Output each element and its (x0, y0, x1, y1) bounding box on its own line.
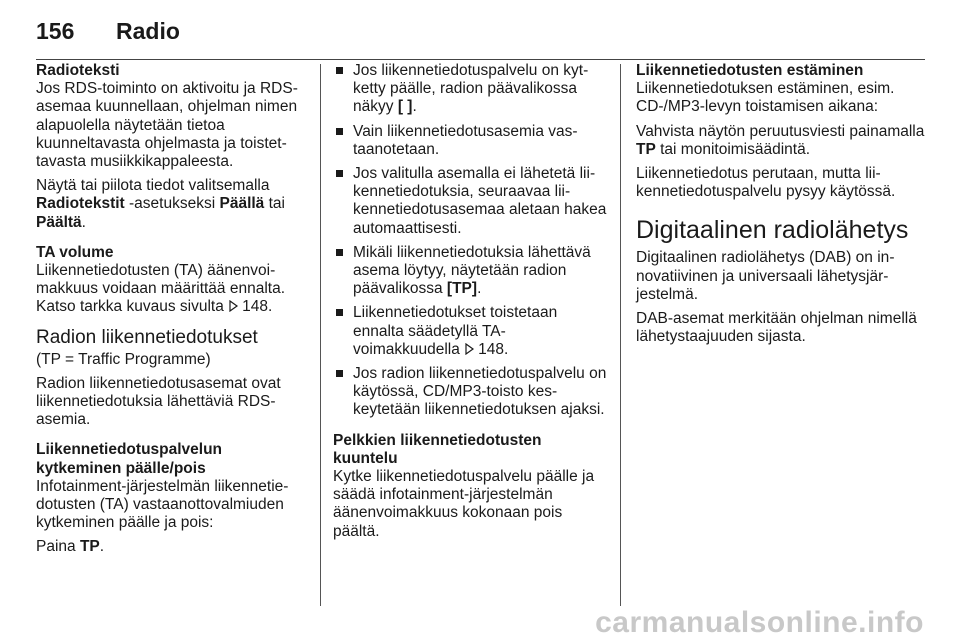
column-divider-1 (320, 64, 321, 606)
text-span: Jos valitulla asemalla ei lähetetä liikennetiedotuksia, seuraavaa liikennetiedotusasemaa aletaan hakea automaattisesti. (353, 165, 607, 237)
header-rule (36, 59, 925, 60)
text-span: Paina (36, 538, 80, 556)
text-span: Jos radion liikennetiedotuspalvelu on käytössä, CD/MP3-toisto keskeytetään liikennetiedotuksen ajaksi. (353, 365, 607, 419)
radioteksti-body: Jos RDS-toiminto on aktivoitu ja RDS-asemaa kuunnellaan, ohjelman nimen alapuolella näytetään tietoa kuunneltavasta ohjelmasta ja toistettavasta musiikkikappaleesta. (36, 80, 298, 171)
text-span: Mikäli liikennetiedotuksia lähettävä asema löytyy, näytetään radion päävalikossa (353, 243, 591, 298)
press-tp-text (36, 538, 311, 556)
list-item (333, 62, 609, 117)
text-span: Liikennetiedotukset toistetaan ennalta säädetyllä TA-voimakkuudella (353, 304, 558, 358)
watermark: carmanualsonline.info (595, 606, 924, 639)
cancel-text: Liikennetiedotus perutaan, mutta liikennetiedotuspalvelu pysyy käytössä. (636, 165, 896, 201)
display-indicator: [ ] (397, 98, 413, 116)
list-item (333, 165, 609, 238)
text-span: tai monitoimisäädintä. (655, 140, 811, 158)
block-heading: Liikennetiedotusten estäminen (636, 62, 864, 79)
tp-key-label: TP (636, 140, 656, 158)
setting-value-off: Päältä (36, 213, 82, 231)
listen-body: Kytke liikennetiedotuspalvelu päälle ja säädä infotainment-järjestelmän äänenvoimakkuus kokonaan pois päältä. (333, 468, 595, 540)
text-span: Näytä tai piilota tiedot valitsemalla (36, 177, 270, 195)
bullet-square-icon (336, 370, 343, 377)
text-span: tai (264, 195, 285, 213)
tp-definition: (TP = Traffic Programme) (36, 350, 211, 368)
text-span: . (412, 98, 417, 116)
bullet-square-icon (336, 128, 343, 135)
setting-value-on: Päällä (219, 195, 265, 213)
dab-body: Digitaalinen radiolähetys (DAB) on innovatiivinen ja universaali lähetysjärjestelmä. (636, 249, 895, 303)
rlt-body: Radion liikennetiedotusasemat ovat liikennetiedotuksia lähettäviä RDS-asemia. (36, 374, 281, 429)
block-body: Liikennetiedotuksen estäminen, esim. CD-/MP3-levyn toistamisen aikana: (636, 80, 895, 116)
column-1 (36, 62, 311, 563)
text-span: . (477, 280, 482, 298)
ta-volume-heading: TA volume (36, 243, 114, 261)
setting-name: Radiotekstit (36, 195, 125, 213)
text-span: -asetukseksi (124, 195, 220, 213)
page-number: 156 (36, 18, 75, 44)
column-divider-2 (620, 64, 621, 606)
text-span: . (99, 538, 105, 556)
column-2 (333, 62, 609, 547)
bullet-square-icon (336, 170, 343, 177)
text-span: Vain liikennetiedotusasemia vastaanotetaan. (353, 122, 578, 158)
text-span: Liikennetiedotusten (TA) äänenvoimakkuus voidaan määrittää ennalta. Katso tarkka kuvaus sivulta (36, 262, 286, 316)
display-indicator: [TP] (446, 280, 478, 298)
ta-volume-body (36, 262, 311, 317)
confirm-text (636, 123, 926, 159)
listen-heading: Pelkkien liikennetiedotusten kuuntelu (333, 431, 542, 467)
bullet-square-icon (336, 67, 343, 74)
bullet-square-icon (336, 249, 343, 256)
page-reference[interactable]: 148 (478, 340, 505, 358)
column-3 (636, 62, 926, 352)
tp-key-label: TP (79, 538, 100, 556)
text-span: Jos liikennetiedotuspalvelu on kytketty päälle, radion päävalikossa näkyy (353, 62, 589, 116)
text-span: . (81, 213, 86, 231)
page-reference-arrow-icon (464, 343, 475, 355)
list-item (333, 365, 609, 420)
bullet-list (333, 62, 609, 420)
dab-heading: Digitaalinen radiolähetys (636, 216, 909, 245)
text-span: . (504, 340, 509, 358)
dab-body-2: DAB-asemat merkitään ohjelman nimellä lähetystaajuuden sijasta. (636, 310, 917, 346)
radioteksti-heading: Radioteksti (36, 62, 120, 79)
enable-body: Infotainment-järjestelmän liikennetiedotusten (TA) vastaanottovalmiuden kytkeminen päälle ja pois: (36, 477, 289, 532)
show-hide-text (36, 177, 311, 232)
text-span: Vahvista näytön peruutusviesti painamalla (636, 122, 925, 140)
list-item (333, 244, 609, 299)
page-title: Radio (116, 18, 180, 44)
list-item (333, 304, 609, 359)
page-reference-arrow-icon (228, 300, 239, 312)
page-header (36, 14, 924, 54)
list-item (333, 123, 609, 159)
bullet-square-icon (336, 309, 343, 316)
enable-heading: Liikennetiedotuspalvelun kytkeminen päälle/pois (36, 441, 223, 477)
radion-liikennetiedotukset-heading: Radion liikennetiedotukset (36, 326, 258, 348)
text-span: . (268, 298, 273, 316)
page-reference[interactable]: 148 (242, 298, 268, 316)
